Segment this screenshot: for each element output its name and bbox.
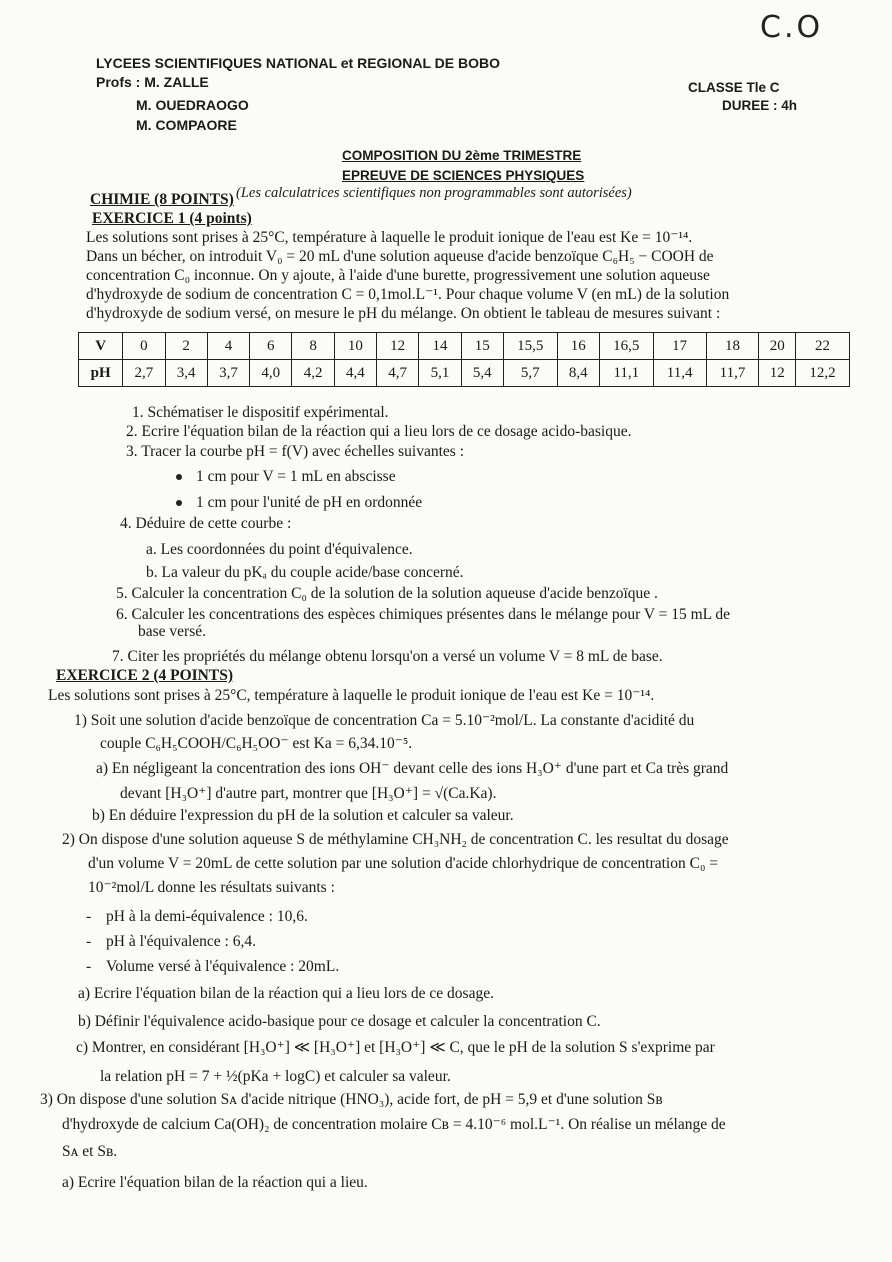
school-name: LYCEES SCIENTIFIQUES NATIONAL et REGIONAL DE BOBO	[96, 55, 500, 71]
ex1-q2: 2. Ecrire l'équation bilan de la réaction qui a lieu lors de ce dosage acido-basique.	[126, 423, 632, 440]
ex2-p1a-cont: devant [H₃O⁺] d'autre part, montrer que [H₃O⁺] = √(Ca.Ka).	[120, 785, 497, 802]
ex2-intro: Les solutions sont prises à 25°C, température à laquelle le produit ionique de l'eau est Ke = 10⁻¹⁴.	[48, 687, 655, 704]
table-row-ph	[79, 360, 850, 387]
ph-cell: 4,2	[292, 360, 334, 387]
ex2-p3-cont2: Sᴀ et Sʙ.	[62, 1143, 118, 1160]
v-cell: 15,5	[503, 333, 557, 360]
ex1-intro-1: Les solutions sont prises à 25°C, température à laquelle le produit ionique de l'eau est Ke = 10⁻¹⁴.	[86, 229, 693, 246]
v-cell: 12	[377, 333, 419, 360]
prof-2: M. OUEDRAOGO	[136, 97, 249, 113]
ex1-heading: EXERCICE 1 (4 points)	[92, 210, 252, 227]
ex1-q3-bullet-1: 1 cm pour V = 1 mL en abscisse	[176, 467, 396, 486]
ph-cell: 5,4	[461, 360, 503, 387]
ex1-q6-cont: base versé.	[138, 623, 206, 640]
ex1-q4a: a. Les coordonnées du point d'équivalence.	[146, 541, 413, 558]
ph-cell: 11,4	[653, 360, 706, 387]
ph-cell: 3,4	[165, 360, 207, 387]
ex2-p2-cont1: d'un volume V = 20mL de cette solution par une solution d'acide chlorhydrique de concentration C₀ =	[88, 855, 718, 872]
ex1-intro-4: d'hydroxyde de sodium de concentration C = 0,1mol.L⁻¹. Pour chaque volume V (en mL) de la solution	[86, 286, 730, 303]
ex2-p2c: c) Montrer, en considérant [H₃O⁺] ≪ [H₃O⁺] et [H₃O⁺] ≪ C, que le pH de la solution S s'exprime par	[76, 1039, 715, 1056]
v-cell: 8	[292, 333, 334, 360]
bullet-icon	[176, 474, 182, 480]
exam-subject: EPREUVE DE SCIENCES PHYSIQUES	[342, 168, 585, 183]
ex1-intro-3: concentration C₀ inconnue. On y ajoute, à l'aide d'une burette, progressivement une solution aqueuse	[86, 267, 710, 284]
ex2-p1: 1) Soit une solution d'acide benzoïque de concentration Ca = 5.10⁻²mol/L. La constante d'acidité du	[74, 712, 695, 729]
ex2-p1b: b) En déduire l'expression du pH de la solution et calculer sa valeur.	[92, 807, 514, 824]
v-cell: 4	[207, 333, 249, 360]
ex2-p1a: a) En négligeant la concentration des ions OH⁻ devant celle des ions H₃O⁺ d'une part et Ca très grand	[96, 760, 729, 777]
ex2-p1-cont: couple C₆H₅COOH/C₆H₅OO⁻ est Ka = 6,34.10⁻⁵.	[100, 735, 413, 752]
ph-cell: 2,7	[123, 360, 165, 387]
ex2-p2a: a) Ecrire l'équation bilan de la réaction qui a lieu lors de ce dosage.	[78, 985, 494, 1002]
ph-cell: 5,1	[419, 360, 461, 387]
v-cell: 16	[557, 333, 599, 360]
ex2-heading: EXERCICE 2 (4 POINTS)	[56, 667, 233, 684]
bullet-icon	[176, 500, 182, 506]
duree-label: DUREE : 4h	[722, 98, 798, 113]
ex2-result-3: - Volume versé à l'équivalence : 20mL.	[86, 958, 340, 975]
ph-cell: 5,7	[503, 360, 557, 387]
ph-cell: 4,0	[250, 360, 292, 387]
v-cell: 17	[653, 333, 706, 360]
ph-cell: 11,7	[706, 360, 759, 387]
exam-title: COMPOSITION DU 2ème TRIMESTRE	[342, 148, 582, 163]
ph-cell: 4,4	[334, 360, 376, 387]
v-cell: 14	[419, 333, 461, 360]
ex1-q1: 1. Schématiser le dispositif expérimental.	[132, 404, 389, 421]
chimie-heading: CHIMIE (8 POINTS)	[90, 191, 234, 208]
ex2-p3-cont1: d'hydroxyde de calcium Ca(OH)₂ de concentration molaire Cʙ = 4.10⁻⁶ mol.L⁻¹. On réalise un mélange de	[62, 1116, 726, 1133]
calculator-note: (Les calculatrices scientifiques non programmables sont autorisées)	[236, 185, 632, 201]
ph-cell: 8,4	[557, 360, 599, 387]
ex1-q3-bullet-2: 1 cm pour l'unité de pH en ordonnée	[176, 493, 422, 512]
classe-label: CLASSE Tle C	[688, 80, 780, 95]
ex1-q4: 4. Déduire de cette courbe :	[120, 515, 292, 532]
v-cell: 0	[123, 333, 165, 360]
ex2-p2: 2) On dispose d'une solution aqueuse S de méthylamine CH₃NH₂ de concentration C. les resultat du dosage	[62, 831, 729, 848]
ph-cell: 11,1	[599, 360, 653, 387]
row-label-v: V	[79, 333, 123, 360]
v-cell: 2	[165, 333, 207, 360]
ex2-p2b: b) Définir l'équivalence acido-basique pour ce dosage et calculer la concentration C.	[78, 1013, 601, 1030]
ex2-p3: 3) On dispose d'une solution Sᴀ d'acide nitrique (HNO₃), acide fort, de pH = 5,9 et d'une solution Sʙ	[40, 1091, 663, 1108]
v-cell: 20	[759, 333, 796, 360]
table-row-v	[79, 333, 850, 360]
ex1-q3: 3. Tracer la courbe pH = f(V) avec échelles suivantes :	[126, 443, 464, 460]
ex2-result-1: - pH à la demi-équivalence : 10,6.	[86, 908, 308, 925]
ex2-result-2: - pH à l'équivalence : 6,4.	[86, 933, 256, 950]
measurements-table	[78, 332, 850, 387]
ex1-q6: 6. Calculer les concentrations des espèces chimiques présentes dans le mélange pour V = 15 mL de	[116, 606, 731, 623]
v-cell: 22	[796, 333, 850, 360]
ph-cell: 12	[759, 360, 796, 387]
ex2-p2c-cont: la relation pH = 7 + ½(pKa + logC) et calculer sa valeur.	[100, 1068, 451, 1085]
prof-3: M. COMPAORE	[136, 117, 237, 133]
v-cell: 18	[706, 333, 759, 360]
ex2-p3a: a) Ecrire l'équation bilan de la réaction qui a lieu.	[62, 1174, 368, 1191]
v-cell: 16,5	[599, 333, 653, 360]
ex1-intro-5: d'hydroxyde de sodium versé, on mesure le pH du mélange. On obtient le tableau de mesures suivant :	[86, 305, 721, 322]
ex1-q5: 5. Calculer la concentration C₀ de la solution de la solution aqueuse d'acide benzoïque .	[116, 585, 658, 602]
ph-cell: 3,7	[207, 360, 249, 387]
row-label-ph: pH	[79, 360, 123, 387]
ex1-q7: 7. Citer les propriétés du mélange obtenu lorsqu'on a versé un volume V = 8 mL de base.	[112, 648, 663, 665]
ph-cell: 12,2	[796, 360, 850, 387]
ex2-p2-cont2: 10⁻²mol/L donne les résultats suivants :	[88, 879, 335, 896]
ph-cell: 4,7	[377, 360, 419, 387]
prof-1: Profs : M. ZALLE	[96, 74, 209, 90]
v-cell: 10	[334, 333, 376, 360]
ex1-intro-2: Dans un bécher, on introduit V₀ = 20 mL d'une solution aqueuse d'acide benzoïque C₆H₅ − COOH de	[86, 248, 714, 265]
ex1-q4b: b. La valeur du pKₐ du couple acide/base concerné.	[146, 564, 464, 581]
corner-mark: C.O	[760, 10, 824, 45]
v-cell: 15	[461, 333, 503, 360]
v-cell: 6	[250, 333, 292, 360]
